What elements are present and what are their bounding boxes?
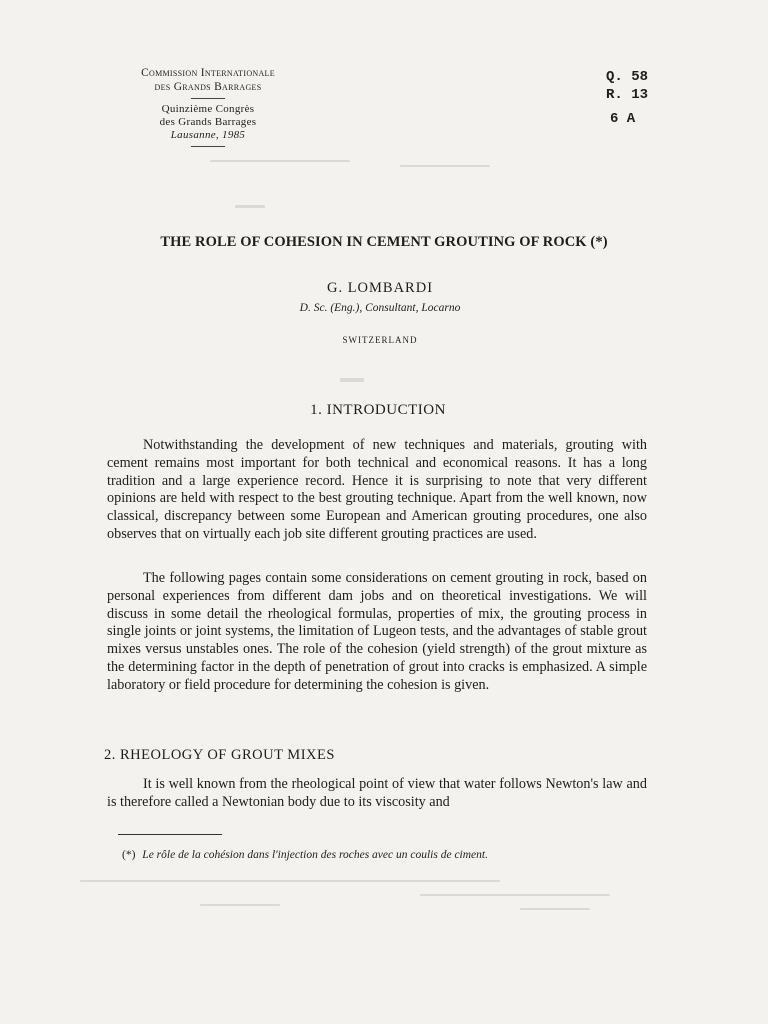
section-heading-rheology: 2. RHEOLOGY OF GROUT MIXES (104, 747, 335, 763)
header-divider-bottom (191, 146, 225, 147)
footnote-mark: (*) (122, 849, 136, 861)
scan-artifact (520, 908, 590, 910)
section-heading-introduction: 1. INTRODUCTION (310, 402, 446, 418)
scan-artifact (235, 205, 265, 208)
report-codes (606, 68, 666, 128)
congress-info (108, 103, 308, 142)
category-code: 6 A (610, 111, 636, 127)
question-number: Q. 58 (606, 69, 649, 85)
org-name-line2: des Grands Barrages (154, 81, 262, 93)
scan-artifact (400, 165, 490, 167)
paragraph-rheology-1 (107, 776, 647, 812)
footnote-text: Le rôle de la cohésion dans l'injection des roches avec un coulis de ciment. (142, 849, 488, 861)
scan-artifact (80, 880, 500, 882)
report-number: R. 13 (606, 87, 649, 103)
footnote (122, 849, 642, 861)
author-affiliation: D. Sc. (Eng.), Consultant, Locarno (299, 302, 461, 314)
paragraph-text: It is well known from the rheological point of view that water follows Newton's law and is therefore called a Newtonian body due to its viscosity and (107, 776, 647, 810)
paragraph-text: The following pages contain some considerations on cement grouting in rock, based on personal experiences from different dam jobs and on theoretical investigations. We will discuss in some detail the rheological formulas, properties of mix, the grouting process in single joints or joint systems, the limitation of Lugeon tests, and the advantages of stable grout mixes versus unstables ones. The role of the cohesion (yield strength) of the grout mixture as the determining factor in the depth of penetration of grout into cracks is emphasized. A simple laboratory or field procedure for determining the cohesion is given. (107, 570, 647, 693)
author-country: SWITZERLAND (342, 335, 418, 345)
paragraph-text: Notwithstanding the development of new techniques and materials, grouting with cement remains most important for both technical and economical reasons. It has a long tradition and a large experience record. Hence it is surprising to note that very different opinions are held with respect to the best grouting technique. Apart from the well known, now classical, discrepancy between some European and American grouting procedures, one also observes that on virtually each job site different grouting practices are used. (107, 437, 647, 542)
scan-artifact (200, 904, 280, 906)
organization-header (108, 66, 308, 151)
paragraph-introduction-2 (107, 570, 647, 695)
paper-title: THE ROLE OF COHESION IN CEMENT GROUTING OF ROCK (*) (160, 234, 608, 250)
org-name-line1: Commission Internationale (141, 67, 275, 79)
author-name: G. LOMBARDI (326, 280, 434, 296)
scan-artifact (340, 378, 364, 382)
header-divider (191, 98, 225, 99)
congress-location: Lausanne, 1985 (170, 129, 246, 141)
congress-line2: des Grands Barrages (159, 116, 257, 128)
scan-artifact (420, 894, 610, 896)
paragraph-introduction-1 (107, 437, 647, 544)
congress-line1: Quinzième Congrès (161, 103, 255, 115)
footnote-divider (118, 834, 222, 835)
scan-artifact (210, 160, 350, 162)
